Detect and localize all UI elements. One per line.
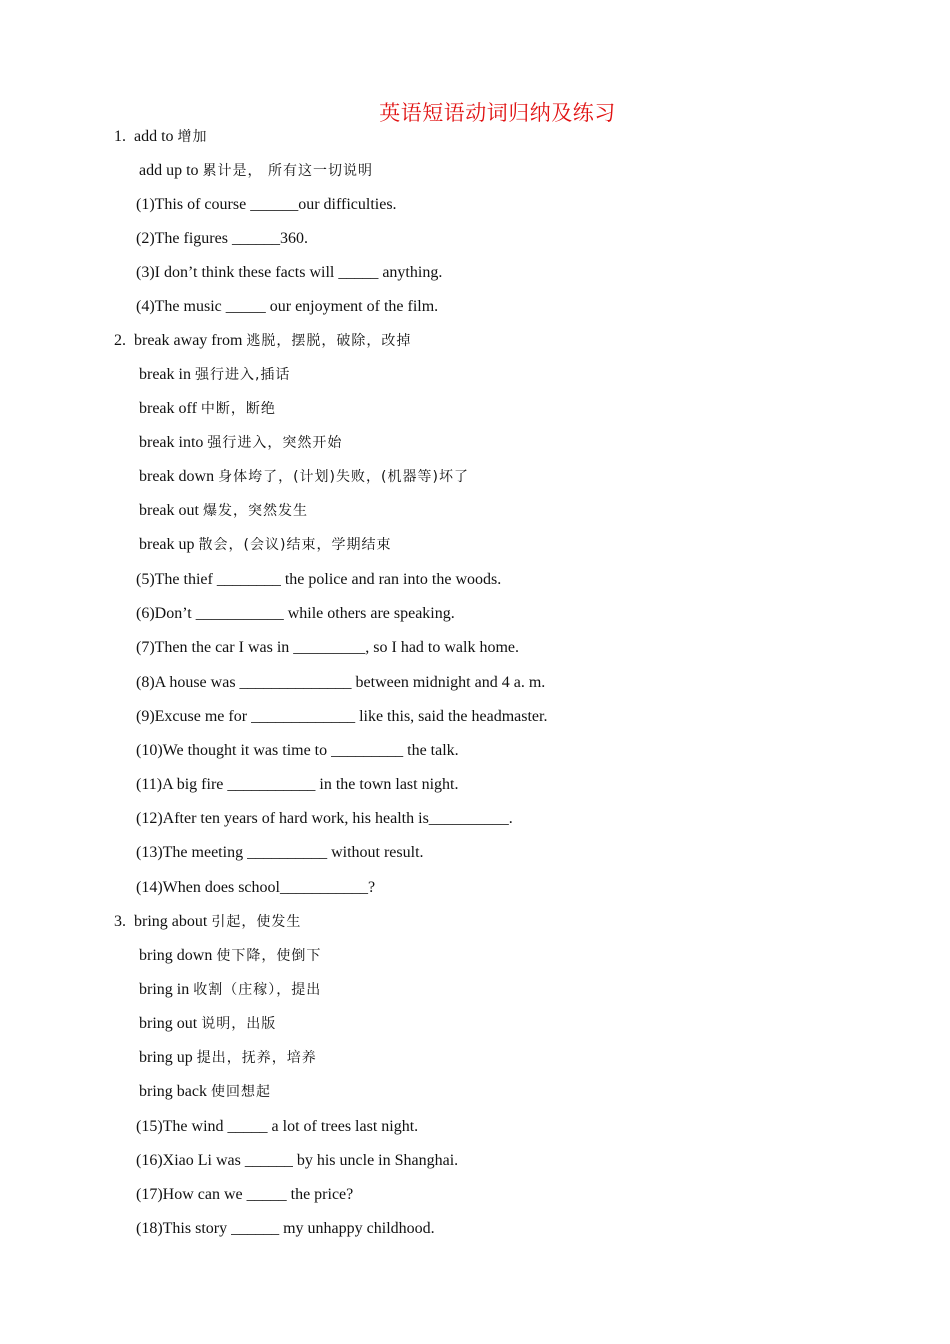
- phrase-entry: [139, 467, 469, 487]
- phrase: break up: [139, 536, 195, 553]
- exercise-question: (4)The music _____ our enjoyment of the film.: [136, 298, 439, 315]
- section-1-heading: [114, 127, 208, 147]
- meaning: 使回想起: [210, 1084, 271, 1100]
- exercise-question: (8)A house was ______________ between midnight and 4 a. m.: [136, 674, 546, 691]
- meaning: 逃脱，摆脱，破除，改掉: [246, 333, 412, 349]
- phrase: add to: [134, 128, 174, 145]
- phrase-entry: [139, 1048, 317, 1068]
- exercise-question: (15)The wind _____ a lot of trees last night.: [136, 1118, 419, 1135]
- phrase-entry: [139, 946, 321, 966]
- phrase: bring out: [139, 1015, 198, 1032]
- phrase-entry: [139, 535, 391, 555]
- section-2-heading: [114, 331, 411, 351]
- meaning: 中断，断绝: [200, 401, 276, 417]
- meaning: 引起，使发生: [211, 914, 302, 930]
- section-3-heading: [114, 912, 301, 932]
- meaning: 累计是， 所有这一切说明: [202, 163, 373, 179]
- meaning: 强行进入,插话: [194, 367, 291, 383]
- exercise-question: (13)The meeting __________ without result.: [136, 844, 424, 861]
- phrase: bring down: [139, 947, 213, 964]
- exercise-question: (1)This of course ______our difficulties.: [136, 196, 397, 213]
- exercise-question: (9)Excuse me for _____________ like this, said the headmaster.: [136, 708, 548, 725]
- section-number: 1.: [114, 128, 126, 145]
- phrase: bring about: [134, 913, 208, 930]
- meaning: 强行进入，突然开始: [207, 435, 343, 451]
- exercise-question: (18)This story ______ my unhappy childhood.: [136, 1220, 435, 1237]
- exercise-question: (12)After ten years of hard work, his health is__________.: [136, 810, 513, 827]
- exercise-question: (5)The thief ________ the police and ran into the woods.: [136, 571, 502, 588]
- section-number: 3.: [114, 913, 126, 930]
- exercise-question: (10)We thought it was time to _________ the talk.: [136, 742, 459, 759]
- meaning: 爆发，突然发生: [202, 503, 308, 519]
- phrase-entry: [139, 980, 321, 1000]
- meaning: 增加: [177, 129, 208, 145]
- phrase-entry: [139, 1014, 276, 1034]
- exercise-question: (2)The figures ______360.: [136, 230, 308, 247]
- exercise-question: (11)A big fire ___________ in the town last night.: [136, 776, 459, 793]
- phrase: break down: [139, 468, 215, 485]
- exercise-question: (14)When does school___________?: [136, 879, 376, 896]
- phrase: break away from: [134, 332, 243, 349]
- meaning: 使下降，使倒下: [216, 948, 322, 964]
- exercise-question: (3)I don’t think these facts will _____ anything.: [136, 264, 443, 281]
- exercise-question: (7)Then the car I was in _________, so I had to walk home.: [136, 639, 520, 656]
- phrase-entry: [139, 399, 276, 419]
- phrase-entry: [139, 365, 290, 385]
- phrase: break into: [139, 434, 204, 451]
- phrase: break in: [139, 366, 191, 383]
- phrase-entry: [139, 501, 308, 521]
- phrase: bring back: [139, 1083, 207, 1100]
- phrase-entry: [139, 1082, 271, 1102]
- phrase: bring in: [139, 981, 190, 998]
- meaning: 说明，出版: [201, 1016, 277, 1032]
- phrase: break out: [139, 502, 199, 519]
- meaning: 身体垮了，(计划)失败，(机器等)坏了: [218, 469, 469, 485]
- meaning: 收割（庄稼），提出: [193, 982, 322, 998]
- phrase: break off: [139, 400, 197, 417]
- exercise-question: (6)Don’t ___________ while others are speaking.: [136, 605, 455, 622]
- exercise-question: (17)How can we _____ the price?: [136, 1186, 354, 1203]
- phrase-entry: [139, 433, 342, 453]
- exercise-question: (16)Xiao Li was ______ by his uncle in Shanghai.: [136, 1152, 459, 1169]
- phrase: add up to: [139, 162, 199, 179]
- section-number: 2.: [114, 332, 126, 349]
- phrase-entry: [139, 161, 373, 181]
- phrase: bring up: [139, 1049, 193, 1066]
- page-title: 英语短语动词归纳及练习: [379, 101, 616, 125]
- meaning: 提出，抚养，培养: [196, 1050, 317, 1066]
- meaning: 散会，(会议)结束，学期结束: [198, 537, 392, 553]
